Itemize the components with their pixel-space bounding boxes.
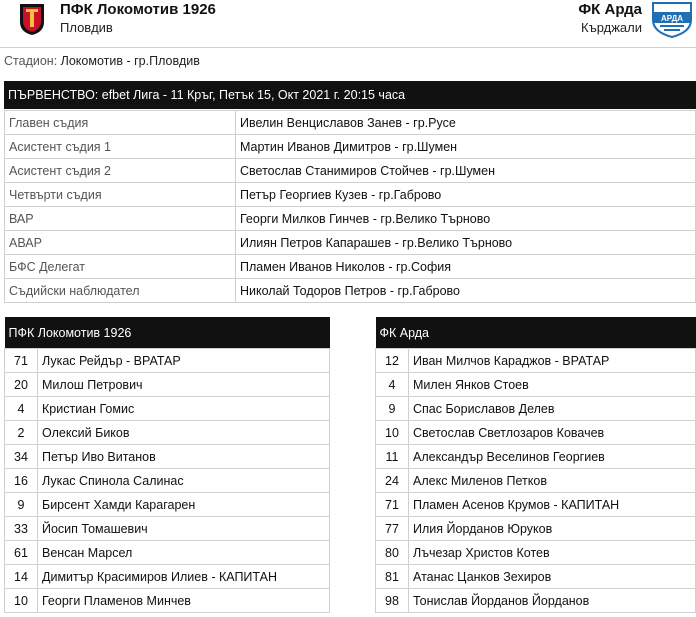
player-number: 98 <box>376 589 409 613</box>
official-role: Четвърти съдия <box>5 183 236 207</box>
player-name[interactable]: Светослав Светлозаров Ковачев <box>409 421 696 445</box>
player-name[interactable]: Илия Йорданов Юруков <box>409 517 696 541</box>
officials-table <box>4 110 696 303</box>
player-row <box>5 445 330 469</box>
player-row <box>5 517 330 541</box>
player-row <box>376 445 696 469</box>
home-team-name[interactable]: ПФК Локомотив 1926 <box>60 1 216 18</box>
player-number: 71 <box>5 349 38 373</box>
stadium-value: Локомотив - гр.Пловдив <box>60 54 200 68</box>
official-person: Георги Милков Гинчев - гр.Велико Търново <box>236 207 696 231</box>
player-number: 9 <box>5 493 38 517</box>
player-name[interactable]: Милен Янков Стоев <box>409 373 696 397</box>
player-number: 81 <box>376 565 409 589</box>
player-name[interactable]: Георги Пламенов Минчев <box>38 589 330 613</box>
player-name[interactable]: Алекс Миленов Петков <box>409 469 696 493</box>
player-number: 71 <box>376 493 409 517</box>
player-name[interactable]: Бирсент Хамди Карагарен <box>38 493 330 517</box>
player-row <box>5 421 330 445</box>
player-number: 4 <box>5 397 38 421</box>
official-person: Петър Георгиев Кузев - гр.Габрово <box>236 183 696 207</box>
player-number: 77 <box>376 517 409 541</box>
official-row <box>5 279 696 303</box>
player-number: 16 <box>5 469 38 493</box>
player-row <box>376 589 696 613</box>
player-row <box>5 493 330 517</box>
player-row <box>376 565 696 589</box>
away-team-city: Кърджали <box>581 20 642 35</box>
player-row <box>5 565 330 589</box>
player-number: 61 <box>5 541 38 565</box>
player-name[interactable]: Иван Милчов Караджов - ВРАТАР <box>409 349 696 373</box>
player-number: 10 <box>5 589 38 613</box>
player-row <box>376 349 696 373</box>
official-row <box>5 111 696 135</box>
player-row <box>376 397 696 421</box>
player-number: 80 <box>376 541 409 565</box>
player-name[interactable]: Спас Бориславов Делев <box>409 397 696 421</box>
player-number: 10 <box>376 421 409 445</box>
official-row <box>5 255 696 279</box>
player-name[interactable]: Лукас Рейдър - ВРАТАР <box>38 349 330 373</box>
official-person: Светослав Станимиров Стойчев - гр.Шумен <box>236 159 696 183</box>
official-row <box>5 183 696 207</box>
player-number: 11 <box>376 445 409 469</box>
player-name[interactable]: Лукас Спинола Салинас <box>38 469 330 493</box>
player-name[interactable]: Олексий Биков <box>38 421 330 445</box>
official-role: Асистент съдия 1 <box>5 135 236 159</box>
home-lineup-title: ПФК Локомотив 1926 <box>5 317 330 349</box>
player-name[interactable]: Венсан Марсел <box>38 541 330 565</box>
official-role: АВАР <box>5 231 236 255</box>
player-row <box>5 541 330 565</box>
player-number: 9 <box>376 397 409 421</box>
player-row <box>376 517 696 541</box>
player-row <box>376 373 696 397</box>
player-row <box>5 373 330 397</box>
player-row <box>5 589 330 613</box>
lokomotiv-logo-icon[interactable] <box>18 2 46 36</box>
player-name[interactable]: Лъчезар Христов Котев <box>409 541 696 565</box>
player-name[interactable]: Атанас Цанков Зехиров <box>409 565 696 589</box>
official-person: Николай Тодоров Петров - гр.Габрово <box>236 279 696 303</box>
match-info-bar: ПЪРВЕНСТВО: efbet Лига - 11 Кръг, Петък 15, Окт 2021 г. 20:15 часа <box>4 81 696 109</box>
official-role: Съдийски наблюдател <box>5 279 236 303</box>
official-role: БФС Делегат <box>5 255 236 279</box>
player-row <box>376 469 696 493</box>
arda-logo-icon[interactable] <box>650 0 694 38</box>
away-lineup-title: ФК Арда <box>376 317 696 349</box>
player-row <box>5 349 330 373</box>
player-number: 20 <box>5 373 38 397</box>
player-name[interactable]: Пламен Асенов Крумов - КАПИТАН <box>409 493 696 517</box>
official-person: Илиян Петров Капарашев - гр.Велико Търново <box>236 231 696 255</box>
player-number: 14 <box>5 565 38 589</box>
player-name[interactable]: Петър Иво Витанов <box>38 445 330 469</box>
player-name[interactable]: Димитър Красимиров Илиев - КАПИТАН <box>38 565 330 589</box>
official-row <box>5 207 696 231</box>
player-name[interactable]: Милош Петрович <box>38 373 330 397</box>
arda-logo-text: АРДА <box>660 14 684 23</box>
player-row <box>5 397 330 421</box>
player-row <box>5 469 330 493</box>
stadium-label: Стадион: <box>4 54 58 68</box>
home-team-city: Пловдив <box>60 20 113 35</box>
player-name[interactable]: Кристиан Гомис <box>38 397 330 421</box>
official-person: Мартин Иванов Димитров - гр.Шумен <box>236 135 696 159</box>
player-row <box>376 541 696 565</box>
official-row <box>5 135 696 159</box>
player-number: 24 <box>376 469 409 493</box>
official-role: Главен съдия <box>5 111 236 135</box>
player-number: 12 <box>376 349 409 373</box>
official-row <box>5 231 696 255</box>
official-person: Ивелин Венциславов Занев - гр.Русе <box>236 111 696 135</box>
player-row <box>376 421 696 445</box>
stadium-line <box>4 54 200 68</box>
away-lineup-table <box>375 317 696 613</box>
player-number: 4 <box>376 373 409 397</box>
home-lineup-table <box>4 317 330 613</box>
player-row <box>376 493 696 517</box>
away-team-name[interactable]: ФК Арда <box>578 1 642 18</box>
official-role: Асистент съдия 2 <box>5 159 236 183</box>
player-number: 2 <box>5 421 38 445</box>
official-person: Пламен Иванов Николов - гр.София <box>236 255 696 279</box>
player-number: 33 <box>5 517 38 541</box>
player-name[interactable]: Йосип Томашевич <box>38 517 330 541</box>
player-number: 34 <box>5 445 38 469</box>
official-row <box>5 159 696 183</box>
player-name[interactable]: Александър Веселинов Георгиев <box>409 445 696 469</box>
official-role: ВАР <box>5 207 236 231</box>
match-header <box>0 0 696 48</box>
player-name[interactable]: Тонислав Йорданов Йорданов <box>409 589 696 613</box>
